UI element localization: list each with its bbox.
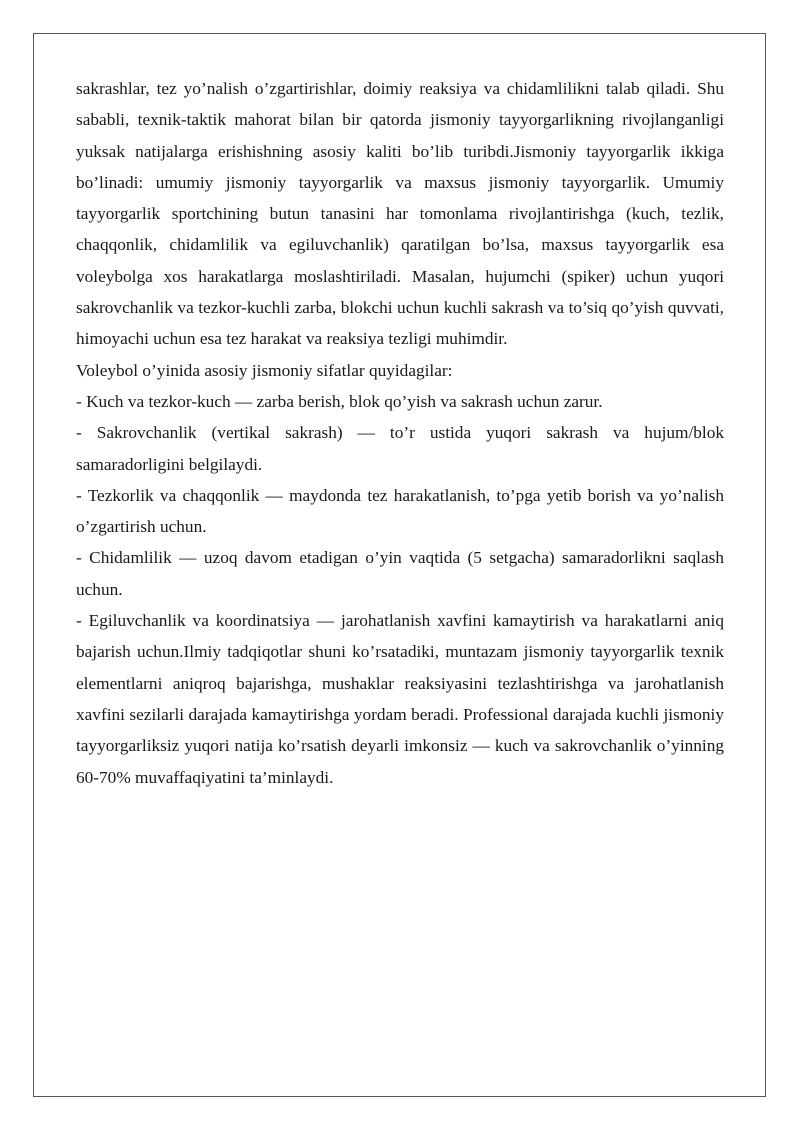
list-item-jumping: - Sakrovchanlik (vertikal sakrash) — to’r ustida yuqori sakrash va hujum/blok samaradorligini belgilaydi.	[76, 423, 724, 474]
paragraph-intro: sakrashlar, tez yo’nalish o’zgartirishlar, doimiy reaksiya va chidamlilikni talab qiladi. Shu sababli, texnik-taktik mahorat bilan bir qatorda jismoniy tayyorgarlikning rivojlanganligi yuksak natijalarga erishishning asosiy kaliti bo’lib turibdi.Jismoniy tayyorgarlik ikkiga bo’linadi: umumiy jismoniy tayyorgarlik va maxsus jismoniy tayyorgarlik. Umumiy tayyorgarlik sportchining butun tanasini har tomonlama rivojlantirishga (kuch, tezlik, chaqqonlik, chidamlilik va egiluvchanlik) qaratilgan bo’lsa, maxsus tayyorgarlik esa voleybolga xos harakatlarga moslashtiriladi. Masalan, hujumchi (spiker) uchun yuqori sakrovchanlik va tezkor-kuchli zarba, blokchi uchun kuchli sakrash va to’siq qo’yish quvvati, himoyachi uchun esa tez harakat va reaksiya tezligi muhimdir.	[76, 79, 724, 349]
paragraph-list-heading: Voleybol o’yinida asosiy jismoniy sifatlar quyidagilar:	[76, 360, 453, 380]
list-item-strength: - Kuch va tezkor-kuch — zarba berish, blok qo’yish va sakrash uchun zarur.	[76, 391, 603, 411]
list-item-agility: - Tezkorlik va chaqqonlik — maydonda tez harakatlanish, to’pga yetib borish va yo’nalish o’zgartirish uchun.	[76, 485, 724, 537]
list-item-flexibility: - Egiluvchanlik va koordinatsiya — jarohatlanish xavfini kamaytirish va harakatlarni aniq bajarish uchun.Ilmiy tadqiqotlar shuni ko’rsatadiki, muntazam jismoniy tayyorgarlik texnik elementlarni aniqroq bajarishga, mushaklar reaksiyasini tezlashtirishga va jarohatlanish xavfini sezilarli darajada kamaytirishga yordam beradi. Professional darajada kuchli jismoniy tayyorgarliksiz yuqori natija ko’rsatish deyarli imkonsiz — kuch va sakrovchanlik o’yinning 60-70% muvaffaqiyatini ta’minlaydi.	[76, 611, 724, 787]
list-item-endurance: - Chidamlilik — uzoq davom etadigan o’yin vaqtida (5 setgacha) samaradorlikni saqlash uchun.	[76, 548, 724, 599]
document-body	[76, 73, 724, 793]
